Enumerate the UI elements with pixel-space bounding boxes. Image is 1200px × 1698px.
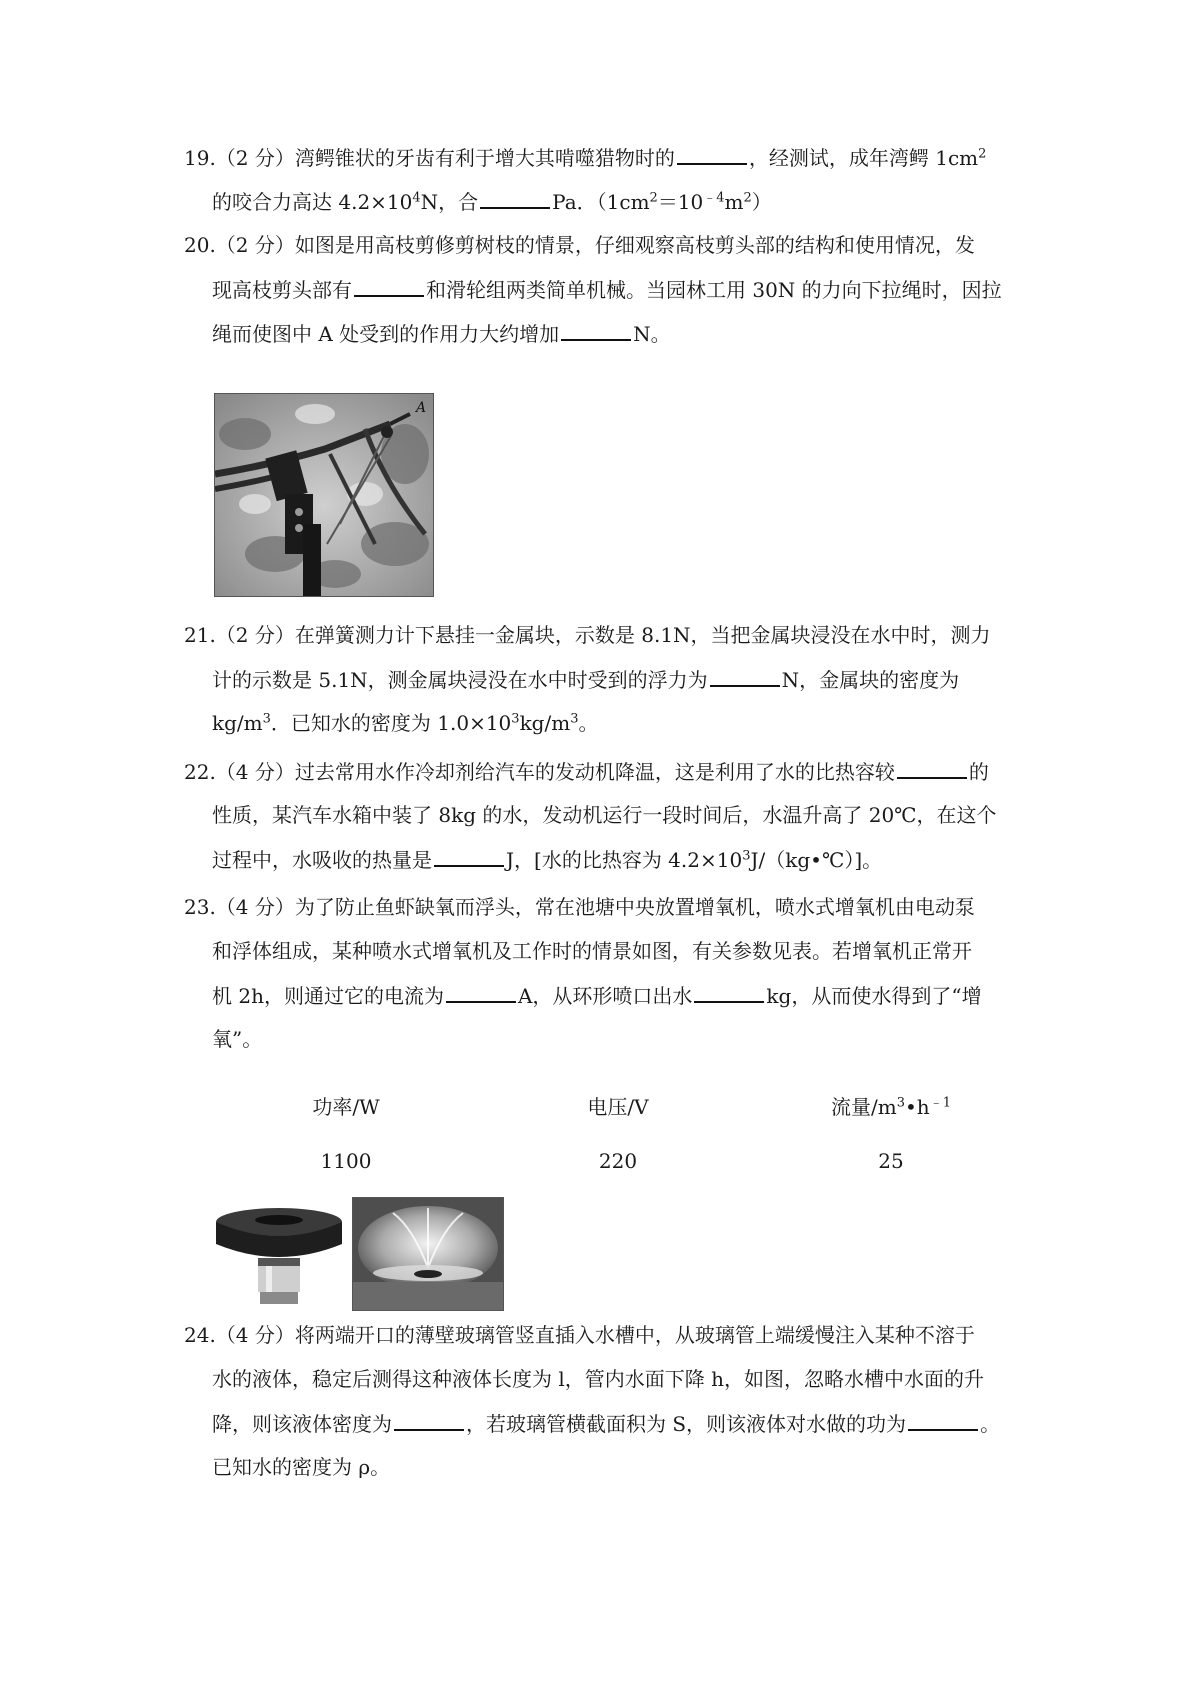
q23-line-2 (212, 937, 1032, 965)
q24-text: 24.（4 分）将两端开口的薄壁玻璃管竖直插入水槽中，从玻璃管上端缓慢注入某种不溶于 (184, 1323, 975, 1347)
q23-line-1 (184, 893, 1004, 921)
q22-text: J，[水的比热容为 4.2×10 (506, 848, 743, 872)
answer-blank[interactable] (897, 757, 967, 779)
superscript: 3 (896, 1095, 905, 1111)
q22-text: J/（kg•℃）]。 (750, 848, 883, 872)
spec-header-flow (781, 1093, 1001, 1121)
fountain-photo (352, 1197, 504, 1311)
q21-text: 21.（2 分）在弹簧测力计下悬挂一金属块，示数是 8.1N，当把金属块浸没在水中时，测力 (184, 623, 991, 647)
q23-text: 机 2h，则通过它的电流为 (212, 984, 444, 1008)
q20-line-3 (212, 319, 1032, 348)
q22-text: 过程中，水吸收的热量是 (212, 848, 432, 872)
q24-text: 降，则该液体密度为 (212, 1412, 392, 1436)
superscript: ﹣1 (929, 1095, 951, 1111)
q22-line-1 (184, 757, 1004, 786)
q23-line-4 (212, 1025, 1032, 1053)
superscript: ﹣4 (703, 190, 725, 206)
q21-line-1 (184, 621, 1004, 649)
q20-line-1 (184, 231, 1004, 259)
answer-blank[interactable] (677, 143, 747, 165)
q24-line-4 (212, 1453, 1032, 1481)
q23-line-3 (212, 981, 1032, 1010)
spec-header-power: 功率/W (312, 1095, 380, 1119)
pruner-photo (214, 393, 434, 597)
q21-line-2 (212, 665, 1032, 694)
q24-text: ，若玻璃管横截面积为 S，则该液体对水做的功为 (466, 1412, 907, 1436)
q23-text: A，从环形喷口出水 (517, 984, 693, 1008)
spec-header-flow-text: •h (905, 1095, 930, 1119)
q19-text: m (724, 190, 744, 214)
superscript: 2 (743, 190, 752, 206)
answer-blank[interactable] (561, 319, 631, 341)
q22-text: 的 (968, 760, 989, 784)
superscript: 3 (262, 711, 271, 727)
q22-text: 性质，某汽车水箱中装了 8kg 的水，发动机运行一段时间后，水温升高了 20℃，在这个 (212, 803, 997, 827)
q21-text: 。 (578, 711, 599, 735)
q20-text: 20.（2 分）如图是用高枝剪修剪树枝的情景，仔细观察高枝剪头部的结构和使用情况，发 (184, 233, 975, 257)
spec-value-voltage: 220 (598, 1149, 638, 1173)
superscript: 2 (978, 146, 987, 162)
q24-line-1 (184, 1321, 1004, 1349)
q23-text: 和浮体组成，某种喷水式增氧机及工作时的情景如图，有关参数见表。若增氧机正常开 (212, 939, 972, 963)
answer-blank[interactable] (908, 1409, 978, 1431)
q22-line-3 (212, 845, 1032, 874)
spec-header-flow-text: 流量/m (831, 1095, 897, 1119)
q20-text: 现高枝剪头部有 (212, 278, 352, 302)
q19-text: Pa．（1cm (552, 190, 650, 214)
q24-text: 水的液体，稳定后测得这种液体长度为 l，管内水面下降 h，如图，忽略水槽中水面的升 (212, 1367, 984, 1391)
q23-text: 氧”。 (212, 1027, 263, 1051)
q24-text: 已知水的密度为 ρ。 (212, 1455, 391, 1479)
answer-blank[interactable] (434, 845, 504, 867)
spec-value-power: 1100 (320, 1149, 372, 1173)
q21-text: N，金属块的密度为 (781, 668, 960, 692)
superscript: 4 (412, 190, 421, 206)
q24-line-3 (212, 1409, 1032, 1438)
answer-blank[interactable] (354, 275, 424, 297)
answer-blank[interactable] (446, 981, 516, 1003)
q21-text: ．已知水的密度为 1.0×10 (270, 711, 512, 735)
q19-text: N，合 (420, 190, 479, 214)
q23-text: kg，从而使水得到了“增 (766, 984, 982, 1008)
q19-text: ，经测试，成年湾鳄 1cm (748, 146, 979, 170)
q23-text: 23.（4 分）为了防止鱼虾缺氧而浮头，常在池塘中央放置增氧机，喷水式增氧机由电动泵 (184, 895, 975, 919)
spec-header-voltage: 电压/V (587, 1095, 649, 1119)
q21-text: kg/m (519, 711, 571, 735)
q20-text: 和滑轮组两类简单机械。当园林工用 30N 的力向下拉绳时，因拉 (426, 278, 1002, 302)
q19-line-2 (212, 187, 1032, 216)
q21-line-3 (212, 709, 1032, 737)
superscript: 2 (649, 190, 658, 206)
superscript: 3 (570, 711, 579, 727)
q21-text: kg/m (212, 711, 263, 735)
q19-text: ＝10 (657, 190, 704, 214)
q20-line-2 (212, 275, 1032, 304)
q19-text: ） (751, 190, 772, 214)
superscript: 3 (742, 848, 751, 864)
superscript: 3 (511, 711, 520, 727)
answer-blank[interactable] (394, 1409, 464, 1431)
answer-blank[interactable] (480, 187, 550, 209)
spec-value-flow: 25 (878, 1149, 904, 1173)
q21-text: 计的示数是 5.1N，测金属块浸没在水中时受到的浮力为 (212, 668, 708, 692)
q19-text: 的咬合力高达 4.2×10 (212, 190, 413, 214)
q22-line-2 (212, 801, 1032, 829)
q22-text: 22.（4 分）过去常用水作冷却剂给汽车的发动机降温，这是利用了水的比热容较 (184, 760, 895, 784)
q20-text: N。 (633, 322, 671, 346)
q19-text: 19.（2 分）湾鳄锥状的牙齿有利于增大其啃噬猎物时的 (184, 146, 675, 170)
q24-text: 。 (980, 1412, 1001, 1436)
q24-line-2 (212, 1365, 1032, 1393)
q20-text: 绳而使图中 A 处受到的作用力大约增加 (212, 322, 560, 346)
q19-line-1 (184, 143, 1004, 172)
answer-blank[interactable] (710, 665, 780, 687)
figure-label-a: A (416, 400, 427, 416)
answer-blank[interactable] (694, 981, 764, 1003)
aerator-photo (214, 1200, 344, 1308)
